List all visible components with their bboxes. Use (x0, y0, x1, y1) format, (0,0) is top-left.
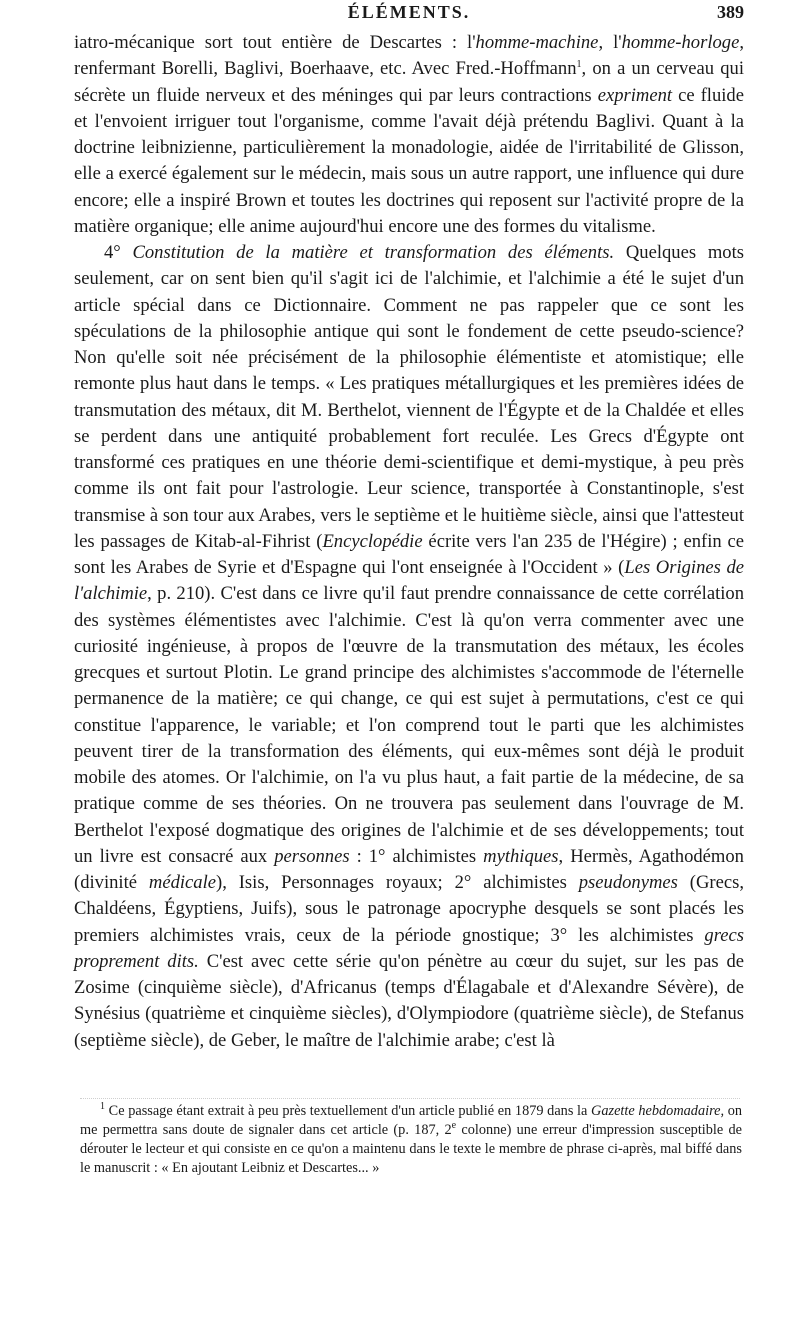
book-title: Les Origines de l'alchimie (74, 557, 744, 605)
italic-term: homme-machine (475, 32, 599, 53)
text-run: ), Isis, Personnages royaux; 2° alchimistes (216, 872, 579, 893)
italic-term: médicale (148, 872, 217, 893)
footnotes (80, 1102, 742, 1178)
text-run: , l' (598, 32, 622, 53)
paragraph-section-4 (74, 240, 744, 1054)
body-text (74, 30, 744, 1054)
text-run: C'est avec cette série qu'on pénètre au cœur du sujet, sur les pas de Zosime (cinquième siècle), d'Africanus (temps d'Élagabale et d'Alexandre Sévère), de Synésius (quatrième et cinquième siècles), d'Olympiodore (quatrième siècle), de Stefanus (septième siècle), de Geber, le maître de l'alchimie arabe; c'est là (74, 950, 744, 1051)
italic-term: mythiques (483, 845, 559, 867)
section-heading: Constitution de la matière et transformation des éléments. (132, 242, 615, 263)
text-run: ce fluide et l'envoient irriguer tout l'organisme, comme l'avait déjà prétendu Baglivi. Quant à la doctrine leibnizienne, particulièrement la monadologie, aidée de l'irritabilité de Glisson, elle a exercé également sur le médecin, mais sous un autre rapport, une influence qui dure encore; elle a inspiré Brown et toutes les doctrines qui reposent sur l'activité propre de la matière organique; elle anime aujourd'hui encore une des formes du vitalisme. (74, 84, 744, 237)
text-run: (Grecs, Chaldéens, Égyptiens, Juifs), sous le patronage apocryphe desquels se sont placés les premiers alchimistes vrais, ceux de la période gnostique; 3° les alchimistes (74, 872, 744, 946)
text-run: écrite vers l'an 235 de l'Hégire) ; enfin ce sont les Arabes de Syrie et d'Espagne qui l'ont enseignée à l'Occident » ( (74, 530, 744, 578)
text-run: , renfermant Borelli, Baglivi, Boerhaave, etc. Avec Fred.-Hoffmann (74, 32, 744, 80)
running-title: ÉLÉMENTS. (347, 2, 471, 22)
italic-term: pseudonymes (578, 872, 678, 893)
italic-term: personnes (274, 845, 350, 867)
running-head (74, 2, 744, 28)
text-run: colonne) une erreur d'impression susceptible de dérouter le lecteur et qui consiste en ce qu'on a maintenu dans le texte le membre de phrase ci-après, mal biffé dans le manuscrit : « En ajoutant Leibniz et Descartes... » (80, 1122, 742, 1176)
ordinal-suffix: e (451, 1120, 457, 1132)
italic-term: homme-horloge (621, 32, 740, 53)
footnote-reference: 1 (576, 59, 582, 71)
text-run: on me permettra sans doute de signaler dans cet article (p. 187, 2 (80, 1103, 742, 1138)
footnote-divider (80, 1098, 740, 1099)
italic-term: grecs proprement dits. (74, 924, 744, 972)
text-run: , on a un cerveau qui sécrète un fluide nerveux et des méninges qui par leurs contractions (74, 58, 744, 106)
italic-term: Encyclopédie (322, 530, 423, 552)
text-run: , p. 210). C'est dans ce livre qu'il faut prendre connaissance de cette corrélation des systèmes élémentistes avec l'alchimie. C'est là qu'on verra commenter avec une curiosité ingénieuse, à propos de l'œuvre de la transmutation des métaux, les écoles grecques et surtout Plotin. Le grand principe des alchimistes s'accommode de l'éternelle permanence de la matière; ce qui change, ce qui est sujet à permutations, c'est ce qui constitue l'apparence, le variable; et l'on comprend tout le parti que les alchimistes peuvent tirer de la transformation des éléments, qui eux-mêmes sont déjà le produit mobile des atomes. Or l'alchimie, on l'a vu plus haut, a fait partie de la médecine, de sa pratique comme de ses théories. On ne trouvera pas seulement dans l'ouvrage de M. Berthelot l'exposé dogmatique des origines de l'alchimie et de ses développements; tout un livre est consacré aux (74, 583, 744, 867)
italic-term: expriment (597, 84, 673, 106)
text-run: iatro-mécanique sort tout entière de Descartes : l' (74, 32, 476, 53)
page-number: 389 (717, 2, 744, 22)
footnote (80, 1102, 742, 1178)
text-run: Ce passage étant extrait à peu près textuellement d'un article publié en 1879 dans la (105, 1103, 592, 1119)
section-number: 4° (104, 242, 133, 263)
text-run: , Hermès, Agathodémon (divinité (74, 845, 744, 893)
paragraph-continued (74, 30, 744, 240)
text-run: : 1° alchimistes (349, 845, 484, 867)
footnote-number: 1 (100, 1101, 105, 1113)
text-run: Quelques mots seulement, car on sent bien qu'il s'agit ici de l'alchimie, et l'alchimie a été le sujet d'un article spécial dans ce Dictionnaire. Comment ne pas rappeler que ce sont les spéculations de la philosophie antique qui sont le fondement de cette pseudo-science? Non qu'elle soit née précisément de la philosophie élémentiste et atomistique; elle remonte plus haut dans le temps. « Les pratiques métallurgiques et les premières idées de transmutation des métaux, dit M. Berthelot, viennent de l'Égypte et de la Chaldée et elles se perdent dans une antiquité probablement fort reculée. Les Grecs d'Égypte ont transformé ces pratiques en une théorie demi-scientifique et demi-mystique, à peu près comme ils ont fait pour l'astrologie. Leur science, transportée à Constantinople, s'est transmise à son tour aux Arabes, vers le septième et le huitième siècle, ainsi que l'attesteut les passages de Kitab-al-Fihrist ( (74, 242, 744, 552)
journal-title: Gazette hebdomadaire, (591, 1103, 725, 1119)
